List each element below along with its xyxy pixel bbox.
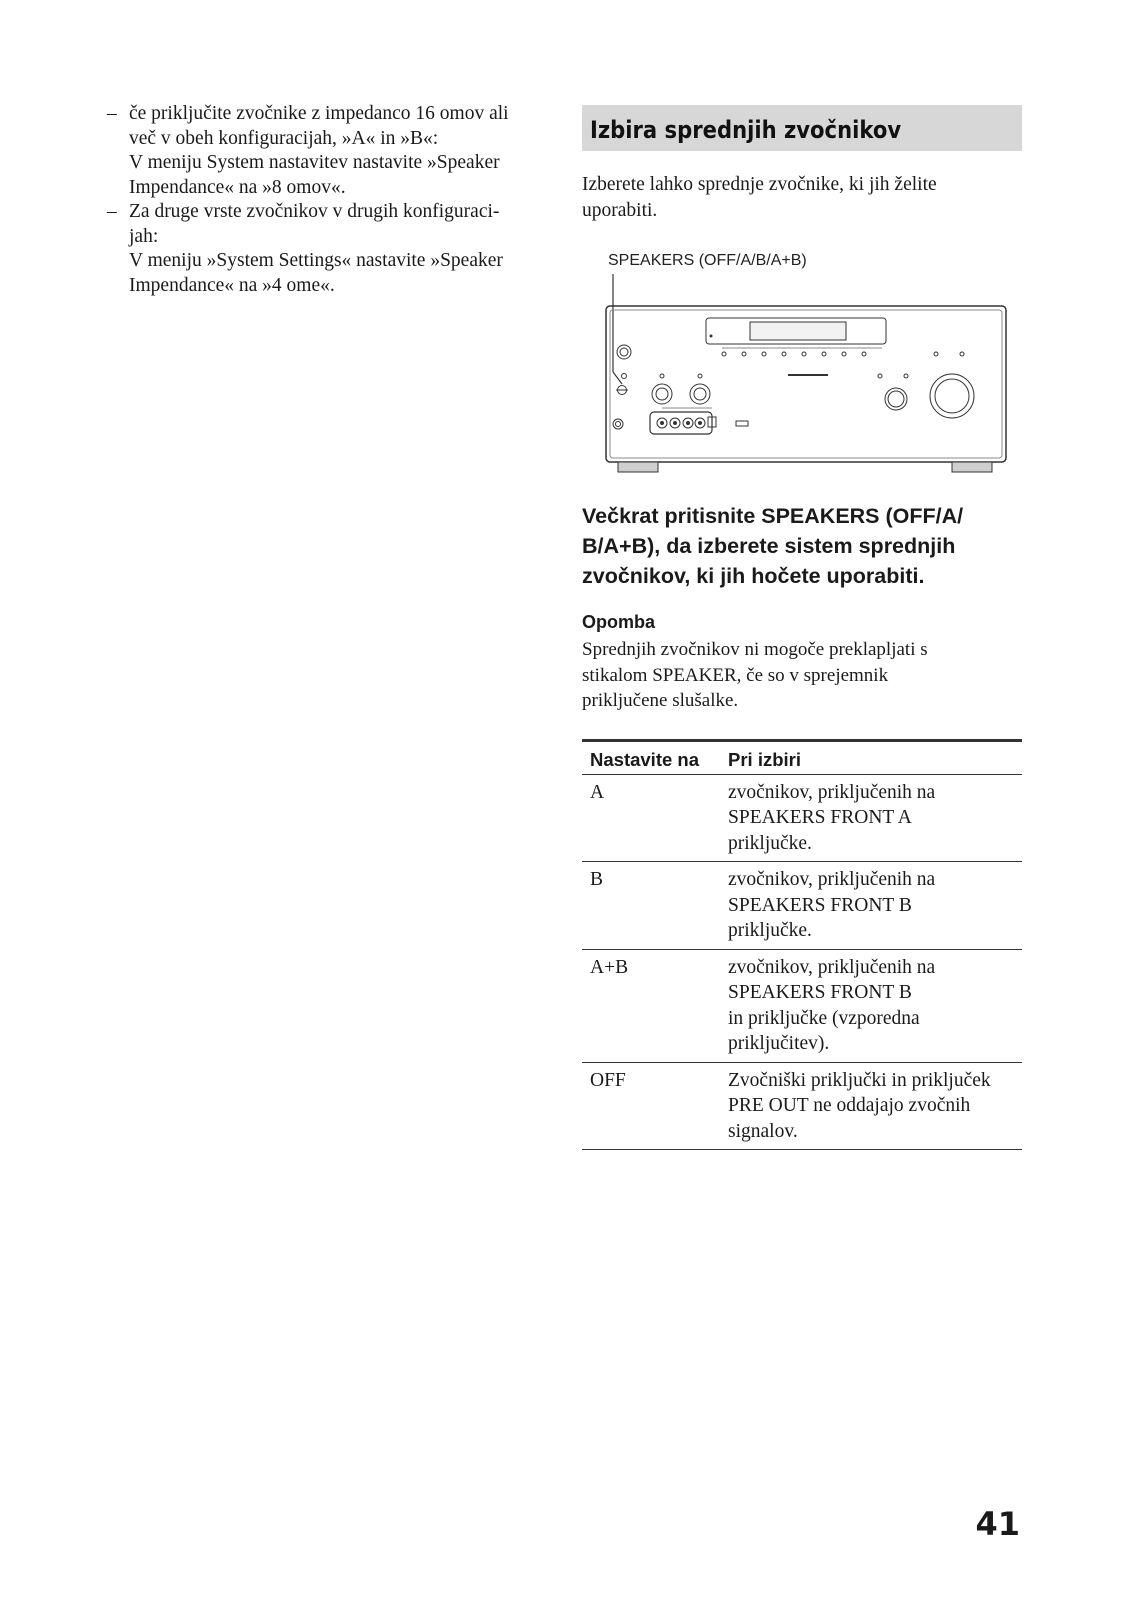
text-line: SPEAKERS FRONT B [728, 894, 912, 916]
text-line: SPEAKERS FRONT A [728, 807, 912, 828]
table-cell-description [720, 774, 1022, 862]
right-column [582, 105, 1022, 1150]
table-row [582, 862, 1022, 950]
text-line: zvočnikov, priključenih na [728, 781, 936, 803]
text-line: jah: [129, 225, 159, 247]
text-line: Impendance« na »4 ome«. [129, 274, 335, 296]
text-line: Sprednjih zvočnikov ni mogoče preklapljati s [582, 639, 928, 660]
instruction-step [582, 501, 1022, 591]
text-line: zvočnikov, priključenih na [728, 956, 936, 978]
text-line: V meniju System nastavitev nastavite »Speaker [129, 152, 500, 173]
text-line: PRE OUT ne oddajajo zvočnih [728, 1095, 971, 1116]
table-row [582, 774, 1022, 862]
table-row [582, 1062, 1022, 1150]
intro-paragraph [582, 172, 1022, 224]
text-line: SPEAKERS FRONT B [728, 982, 912, 1003]
text-line: Izberete lahko sprednje zvočnike, ki jih želite [582, 174, 937, 195]
text-line: in priključke (vzporedna [728, 1007, 920, 1029]
text-line: priključene slušalke. [582, 690, 739, 711]
left-column [107, 102, 547, 298]
table-cell-description [720, 1062, 1022, 1150]
bullet-dash: – [107, 103, 117, 124]
text-line: zvočnikov, priključenih na [728, 869, 936, 890]
text-line: Večkrat pritisnite SPEAKERS (OFF/A/ [582, 504, 964, 528]
table-cell-description [720, 949, 1022, 1062]
text-line: Impendance« na »8 omov«. [129, 176, 346, 198]
text-line: stikalom SPEAKER, če so v sprejemnik [582, 664, 889, 686]
speaker-settings-table [582, 739, 1022, 1151]
table-header-setting: Nastavite na [582, 740, 720, 774]
figure-caption: SPEAKERS (OFF/A/B/A+B) [608, 252, 807, 269]
bullet-item-1 [107, 102, 547, 200]
note-heading: Opomba [582, 612, 656, 632]
table-cell-setting: B [582, 862, 720, 950]
table-cell-description [720, 862, 1022, 950]
table-header-selection: Pri izbiri [720, 740, 1022, 774]
text-line: Za druge vrste zvočnikov v drugih konfiguraci- [129, 201, 500, 222]
note-text [582, 637, 1022, 714]
text-line: Zvočniški priključki in priključek [728, 1069, 991, 1091]
text-line: signalov. [728, 1120, 798, 1142]
table-row [582, 949, 1022, 1062]
text-line: več v obeh konfiguracijah, »A« in »B«: [129, 127, 439, 149]
text-line: če priključite zvočnike z impedanco 16 omov ali [129, 103, 509, 124]
section-title [582, 105, 1022, 151]
table-cell-setting: A [582, 774, 720, 862]
text-line: priključke. [728, 832, 812, 854]
bullet-item-2 [107, 200, 547, 298]
text-line: priključke. [728, 920, 812, 941]
section-title-text: Izbira sprednjih zvočnikov [590, 116, 902, 144]
receiver-front-panel-icon [582, 272, 1022, 477]
page-number: 41 [975, 1505, 1020, 1543]
text-line: V meniju »System Settings« nastavite »Speaker [129, 250, 503, 271]
text-line: B/A+B), da izberete sistem sprednjih [582, 534, 956, 558]
text-line: uporabiti. [582, 200, 658, 221]
bullet-dash: – [107, 201, 117, 222]
text-line: zvočnikov, ki jih hočete uporabiti. [582, 564, 925, 588]
table-cell-setting: OFF [582, 1062, 720, 1150]
table-cell-setting: A+B [582, 949, 720, 1062]
text-line: priključitev). [728, 1033, 830, 1054]
table-header-row [582, 740, 1022, 774]
